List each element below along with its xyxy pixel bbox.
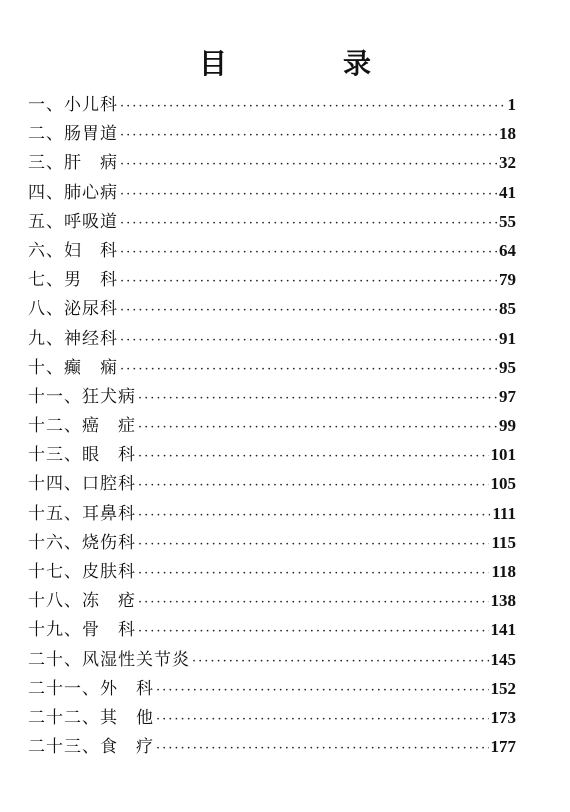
toc-entry-label: 五、呼吸道 [28, 211, 118, 232]
toc-entry [28, 586, 516, 615]
toc-page-number: 55 [499, 211, 516, 231]
toc-leader-dots [120, 238, 497, 267]
toc-entry-label: 四、肺心病 [28, 182, 118, 203]
toc-entry-label: 十五、耳鼻科 [28, 503, 136, 524]
toc-page-number: 95 [499, 357, 516, 377]
toc-entry-label: 二十一、外 科 [28, 678, 154, 699]
toc-leader-dots [138, 559, 489, 588]
toc-leader-dots [138, 617, 489, 646]
toc-page-number: 97 [499, 386, 516, 406]
toc-entry-label: 十二、癌 症 [28, 416, 136, 437]
toc-page-number: 101 [490, 445, 516, 465]
toc-page-number: 118 [491, 562, 516, 581]
toc-entry-label: 十九、骨 科 [28, 620, 136, 641]
toc-page-number: 173 [490, 707, 516, 727]
toc-page-number: 79 [499, 270, 516, 290]
toc-entry-label: 十八、冻 疮 [28, 591, 136, 612]
toc-leader-dots [156, 734, 489, 763]
toc-entry-label: 十一、狂犬病 [28, 386, 136, 407]
toc-entry-label: 一、小儿科 [28, 95, 118, 115]
toc-leader-dots [120, 267, 497, 296]
toc-page-number: 111 [492, 503, 516, 523]
toc-entry [28, 236, 516, 265]
toc-entry [28, 353, 516, 382]
toc-entry-label: 二十三、食 疗 [28, 737, 154, 758]
toc-entry-label: 二、肠胃道 [28, 124, 118, 145]
toc-leader-dots [120, 355, 497, 384]
toc-entry-label: 二十、风湿性关节炎 [28, 649, 190, 670]
toc-entry [28, 119, 516, 148]
toc-leader-dots [120, 296, 497, 325]
toc-leader-dots [138, 442, 489, 471]
toc-leader-dots [120, 121, 497, 150]
toc-entry-label: 三、肝 病 [28, 153, 118, 174]
toc-entry [28, 90, 516, 119]
toc-entry-label: 八、泌尿科 [28, 299, 118, 320]
toc-entry-label: 六、妇 科 [28, 240, 118, 261]
toc-page-number: 141 [490, 620, 516, 640]
toc-entry-label: 九、神经科 [28, 328, 118, 349]
toc-page-number: 18 [499, 124, 516, 144]
toc-entry [28, 499, 516, 528]
table-of-contents [28, 90, 516, 761]
toc-page-number: 138 [490, 591, 516, 611]
toc-page-number: 41 [499, 182, 516, 202]
toc-entry [28, 411, 516, 440]
toc-entry [28, 557, 516, 586]
toc-entry-label: 二十二、其 他 [28, 707, 154, 728]
toc-leader-dots [156, 676, 489, 705]
toc-leader-dots [138, 588, 489, 617]
toc-entry [28, 469, 516, 498]
toc-entry [28, 440, 516, 469]
toc-page-number: 1 [507, 95, 516, 114]
toc-entry-label: 七、男 科 [28, 270, 118, 291]
toc-leader-dots [138, 384, 497, 413]
toc-leader-dots [120, 180, 497, 209]
toc-leader-dots [120, 209, 497, 238]
toc-entry [28, 324, 516, 353]
toc-leader-dots [138, 413, 497, 442]
toc-entry [28, 265, 516, 294]
toc-page-number: 32 [499, 153, 516, 173]
toc-leader-dots [138, 501, 490, 530]
toc-leader-dots [138, 530, 489, 559]
toc-entry [28, 382, 516, 411]
toc-entry-label: 十三、眼 科 [28, 445, 136, 466]
toc-entry-label: 十四、口腔科 [28, 474, 136, 495]
toc-entry [28, 732, 516, 761]
toc-entry [28, 645, 516, 674]
toc-entry [28, 528, 516, 557]
toc-page-number: 115 [491, 532, 516, 552]
toc-entry-label: 十、癫 痫 [28, 357, 118, 378]
toc-leader-dots [192, 647, 489, 676]
toc-page-number: 177 [490, 737, 516, 757]
toc-page-number: 145 [490, 649, 516, 669]
page-title: 目 录 [198, 47, 415, 80]
toc-entry [28, 178, 516, 207]
toc-leader-dots [138, 471, 489, 500]
toc-entry [28, 674, 516, 703]
toc-page-number: 91 [499, 328, 516, 348]
toc-entry-label: 十六、烧伤科 [28, 532, 136, 553]
toc-leader-dots [156, 705, 489, 734]
toc-entry [28, 294, 516, 323]
toc-entry [28, 615, 516, 644]
toc-page-number: 99 [499, 416, 516, 436]
toc-leader-dots [120, 326, 497, 355]
toc-entry-label: 十七、皮肤科 [28, 562, 136, 582]
toc-page-number: 152 [490, 678, 516, 698]
toc-entry [28, 207, 516, 236]
toc-page-number: 85 [499, 299, 516, 319]
toc-entry [28, 703, 516, 732]
toc-page-number: 105 [490, 474, 516, 494]
toc-page-number: 64 [499, 240, 516, 260]
toc-leader-dots [120, 150, 497, 179]
toc-entry [28, 148, 516, 177]
toc-leader-dots [120, 92, 506, 121]
